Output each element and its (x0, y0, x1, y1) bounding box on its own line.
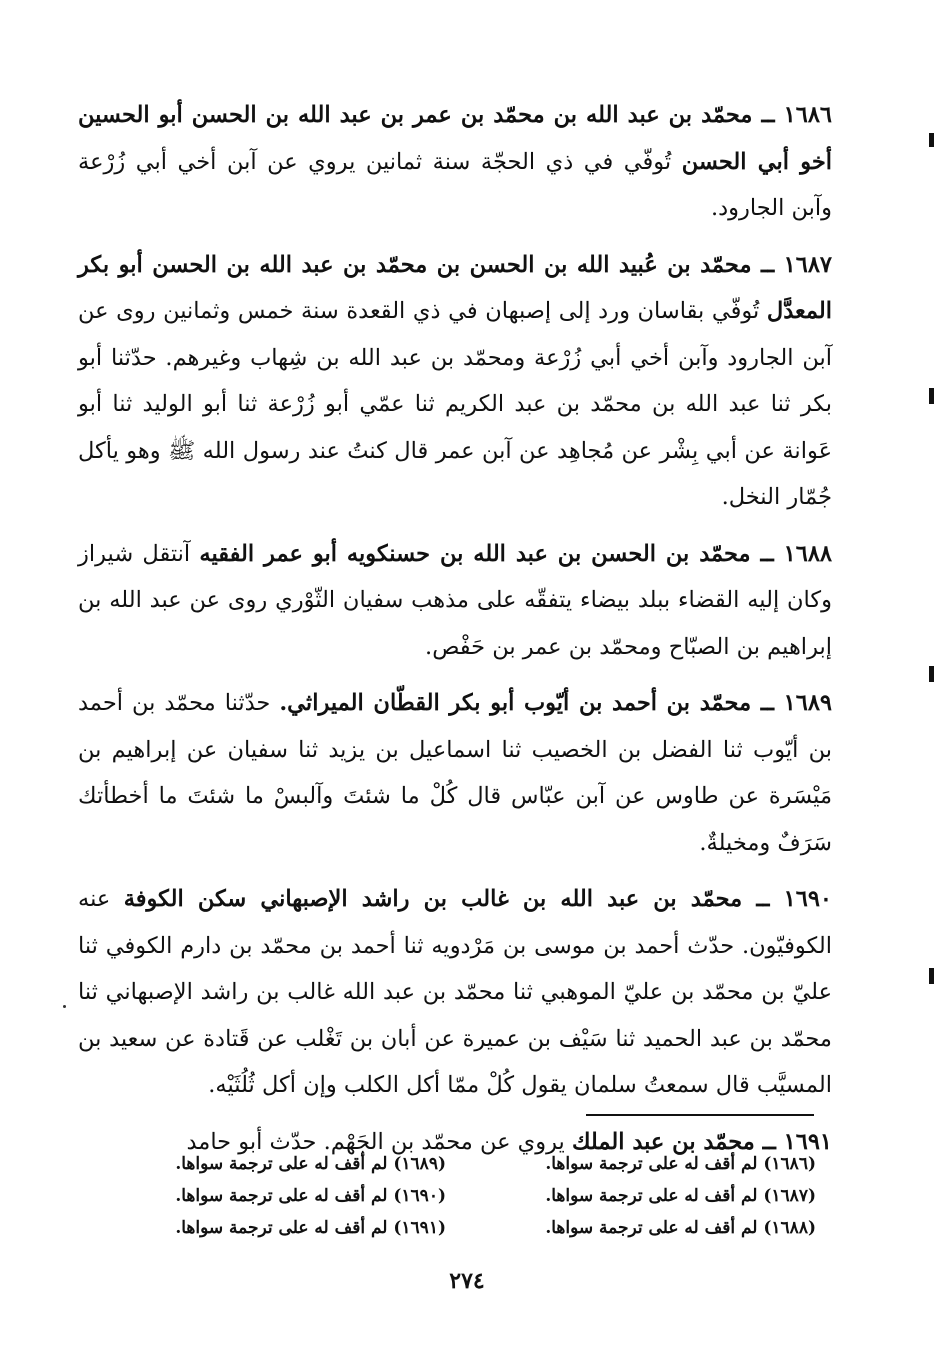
scan-edge-mark (929, 968, 934, 984)
footnotes-column-right (506, 1148, 816, 1244)
scan-edge-mark (929, 666, 934, 682)
entry-heading: ١٦٨٨ ــ محمّد بن الحسن بن عبد الله بن حسنكويه أبو عمر الفقيه (199, 540, 833, 567)
footnote-1686: (١٦٨٦) لم أقف له على ترجمة سواها. (545, 1154, 816, 1174)
entry-body: حدّثنا محمّد بن أحمد بن أيّوب ثنا الفضل بن الخصيب ثنا اسماعيل بن يزيد ثنا سفيان عن إبراهيم بن مَيْسَرة عن طاوس عن آبن عبّاس قال كُلْ ما شئتَ وآلبسْ ما شئتَ ما أخطأتك سَرَفٌ ومخيلةٌ. (78, 690, 832, 856)
entry-heading: ١٦٨٩ ــ محمّد بن أحمد بن أيّوب أبو بكر القطّان الميراثي. (279, 690, 832, 716)
entry-1688 (78, 531, 832, 671)
footnote-1689: (١٦٨٩) لم أقف له على ترجمة سواها. (175, 1154, 446, 1174)
entry-1686 (78, 92, 832, 232)
footnote-1688: (١٦٨٨) لم أقف له على ترجمة سواها. (545, 1218, 816, 1238)
footnote-1690: (١٦٩٠) لم أقف له على ترجمة سواها. (175, 1186, 446, 1206)
main-text (78, 92, 832, 1175)
scan-speck (63, 1005, 66, 1008)
entry-body: تُوفّي بقاسان ورد إلى إصبهان في ذي القعدة سنة خمس وثمانين روى عن آبن الجارود وآبن أخي أبي زُرْعة ومحمّد بن عبد الله بن شِهاب وغيرهم. حدّثنا أبو بكر ثنا عبد الله بن محمّد بن عبد الكريم ثنا عمّي أبو زُرْعة ثنا أبو الوليد ثنا أبو عَوانة عن أبي بِشْر عن مُجاهِد عن آبن عمر قال كنتُ عند رسول الله ﷺ وهو يأكل جُمّار النخل. (78, 298, 832, 510)
entry-1687 (78, 242, 832, 521)
footnote-1687: (١٦٨٧) لم أقف له على ترجمة سواها. (545, 1186, 816, 1206)
entry-body: عنه الكوفيّون. حدّث أحمد بن موسى بن مَرْدويه ثنا أحمد بن محمّد بن دارم الكوفي ثنا عليّ بن محمّد بن عليّ الموهبي ثنا محمّد بن عبد الله غالب بن راشد الإصبهاني ثنا محمّد بن عبد الحميد ثنا سَيْف بن عميرة عن أبان بن تَغْلب عن قَتادة عن سعيد بن المسيَّب قال سمعتُ سلمان يقول كُلْ ممّا أكل الكلب وإن أكل ثُلُثَيْه. (78, 886, 832, 1098)
entry-heading: ١٦٩١ ــ محمّد بن عبد الملك (571, 1128, 832, 1155)
entry-heading: ١٦٨٧ ــ محمّد بن عُبيد الله بن الحسن بن محمّد بن عبد الله بن الحسن أبو بكر المعدَّل (78, 251, 832, 324)
page-number: ٢٧٤ (449, 1268, 485, 1294)
entry-heading: ١٦٩٠ ــ محمّد بن عبد الله بن غالب بن راشد الإصبهاني سكن الكوفة (123, 886, 832, 912)
footnote-1691: (١٦٩١) لم أقف له على ترجمة سواها. (175, 1218, 446, 1238)
scan-edge-mark (929, 133, 934, 147)
entry-body: يروي عن محمّد بن الجَهْم. حدّث أبو حامد (186, 1128, 572, 1155)
entry-body: تُوفّي في ذي الحجّة سنة ثمانين يروي عن آبن أخي أبي زُرْعة وآبن الجارود. (78, 148, 832, 221)
footnote-divider (586, 1114, 814, 1116)
entry-1690 (78, 876, 832, 1109)
scan-edge-mark (929, 388, 934, 404)
entry-body: آنتقل شيراز وكان إليه القضاء ببلد بيضاء يتفقّه على مذهب سفيان الثّوْري روى عن عبد الله بن إبراهيم بن الصبّاح ومحمّد بن عمر بن حَفْص. (78, 540, 832, 660)
entry-1689 (78, 680, 832, 866)
footnotes-column-left (146, 1148, 446, 1244)
entry-heading: ١٦٨٦ ــ محمّد بن عبد الله بن محمّد بن عمر بن عبد الله بن الحسن أبو الحسين أخو أبي الحسن (78, 102, 832, 175)
